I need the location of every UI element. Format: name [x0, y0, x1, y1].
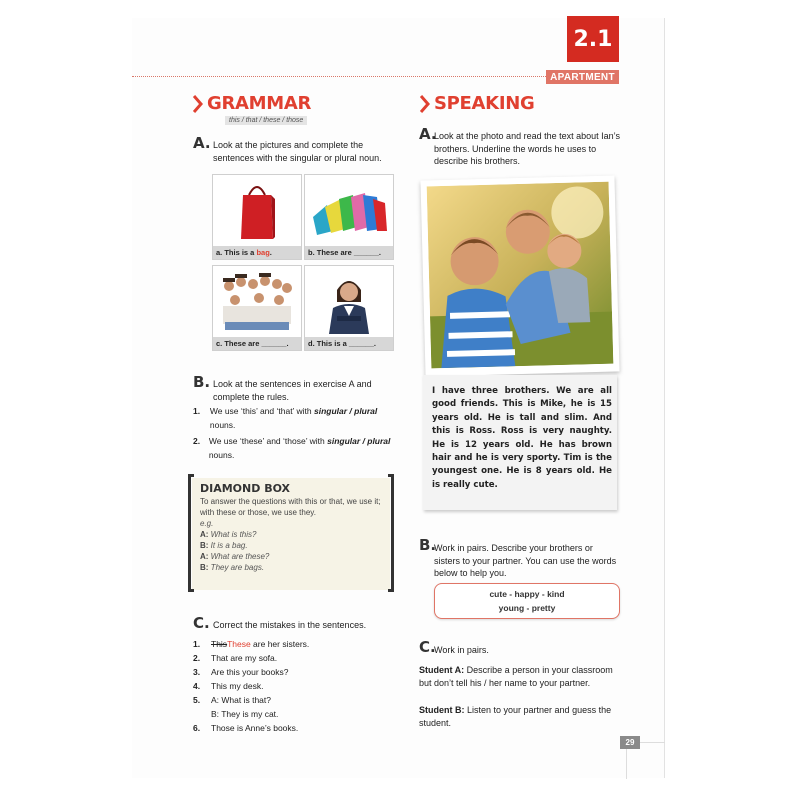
rules-list: [193, 404, 393, 462]
picture-cell-a: [212, 174, 302, 260]
caption-d: d. This is a ______.: [305, 337, 393, 350]
grammar-c-instruction: Correct the mistakes in the sentences.: [213, 620, 367, 630]
group-of-women-image: [215, 268, 299, 334]
bracket-left: [188, 474, 194, 592]
speaking-c-instruction: Work in pairs.: [434, 645, 489, 655]
caption-b: b. These are ______.: [305, 246, 393, 259]
picture-cell-b: [304, 174, 394, 260]
grammar-a-instruction: Look at the pictures and complete the sentences with the singular or plural noun.: [213, 140, 382, 163]
word-bank: [434, 583, 620, 619]
page-number: 29: [620, 736, 640, 749]
example-line: B: It is a bag.: [200, 541, 248, 550]
chevron-right-icon: [193, 95, 203, 113]
unit-number-badge: 2.1: [567, 16, 619, 62]
caption-c: c. These are ______.: [213, 337, 301, 350]
bracket-right: [388, 474, 394, 592]
correction-item: 3. Are this your books?: [193, 667, 289, 677]
caption-a: a. This is a bag.: [213, 246, 301, 259]
woman-image: [307, 268, 391, 334]
diamond-box: [192, 478, 390, 590]
grammar-a-letter: A.: [193, 134, 211, 152]
corrections-list: [193, 637, 393, 735]
example-label: e.g.: [200, 519, 214, 528]
unit-title-bar: APARTMENT: [546, 70, 619, 84]
speaking-b-instruction: Work in pairs. Describe your brothers or sisters to your partner. You can use the words below to help you.: [434, 543, 617, 578]
shopping-bags-image: [307, 177, 391, 243]
correction-item: 6. Those is Anne’s books.: [193, 723, 299, 733]
correction-item: 5. A: What is that?: [193, 695, 271, 705]
rule-item: 1. We use ‘this’ and ‘that’ with singular / plural nouns.: [193, 406, 378, 430]
word-bank-line-2: young - pretty: [498, 603, 556, 613]
brothers-paragraph: I have three brothers. We are all good friends. This is Mike, he is 15 years old. He is tall and slim. And this is Ross. Ross is very naughty. He is 12 years old. He has brown hair and he is very sporty. Tim is the youngest one. He is 8 years old. He is really cute.: [432, 386, 612, 490]
example-line: A: What are these?: [200, 552, 270, 561]
word-bank-line-1: cute - happy - kind: [489, 589, 565, 599]
student-b-task: Student B: Listen to your partner and guess the student.: [419, 705, 612, 728]
correction-item: B: They is my cat.: [211, 709, 279, 719]
example-line: B: They are bags.: [200, 563, 265, 572]
brothers-photo-image: [427, 182, 614, 369]
speaking-title-text: SPEAKING: [434, 93, 535, 114]
example-line: A: What is this?: [200, 530, 257, 539]
grammar-c-letter: C.: [193, 614, 210, 632]
grammar-title-text: GRAMMAR: [207, 93, 312, 114]
diamond-box-body: [200, 496, 386, 573]
diamond-box-text: To answer the questions with this or that, we use it; with these or those, we use they.: [200, 497, 381, 517]
speaking-title: [420, 93, 534, 114]
grammar-b-instruction: Look at the sentences in exercise A and complete the rules.: [213, 379, 372, 402]
red-bag-image: [215, 177, 299, 243]
correction-item: 1. ThisThese are her sisters.: [193, 639, 310, 649]
correction-item: 4. This my desk.: [193, 681, 264, 691]
speaking-a-instruction: Look at the photo and read the text about Ian’s brothers. Underline the words he uses to describe his brothers.: [434, 131, 620, 166]
diamond-box-title: DIAMOND BOX: [200, 482, 291, 495]
student-a-task: Student A: Describe a person in your classroom but don’t tell his / her name to your partner.: [419, 665, 613, 688]
speaking-a-letter: A.: [419, 125, 437, 143]
brothers-text-card: [423, 375, 617, 510]
rule-item: 2. We use ‘these’ and ‘those’ with singular / plural nouns.: [193, 436, 391, 460]
correction-item: 2. That are my sofa.: [193, 653, 278, 663]
picture-cell-d: [304, 265, 394, 351]
grammar-subtitle: this / that / these / those: [225, 116, 307, 125]
brothers-photo: [420, 175, 619, 376]
speaking-b-letter: B.: [419, 536, 437, 554]
grammar-b-letter: B.: [193, 373, 211, 391]
picture-cell-c: [212, 265, 302, 351]
speaking-c-letter: C.: [419, 638, 436, 656]
grammar-title: [193, 93, 311, 114]
chevron-right-icon: [420, 95, 430, 113]
header-divider: [132, 76, 546, 77]
